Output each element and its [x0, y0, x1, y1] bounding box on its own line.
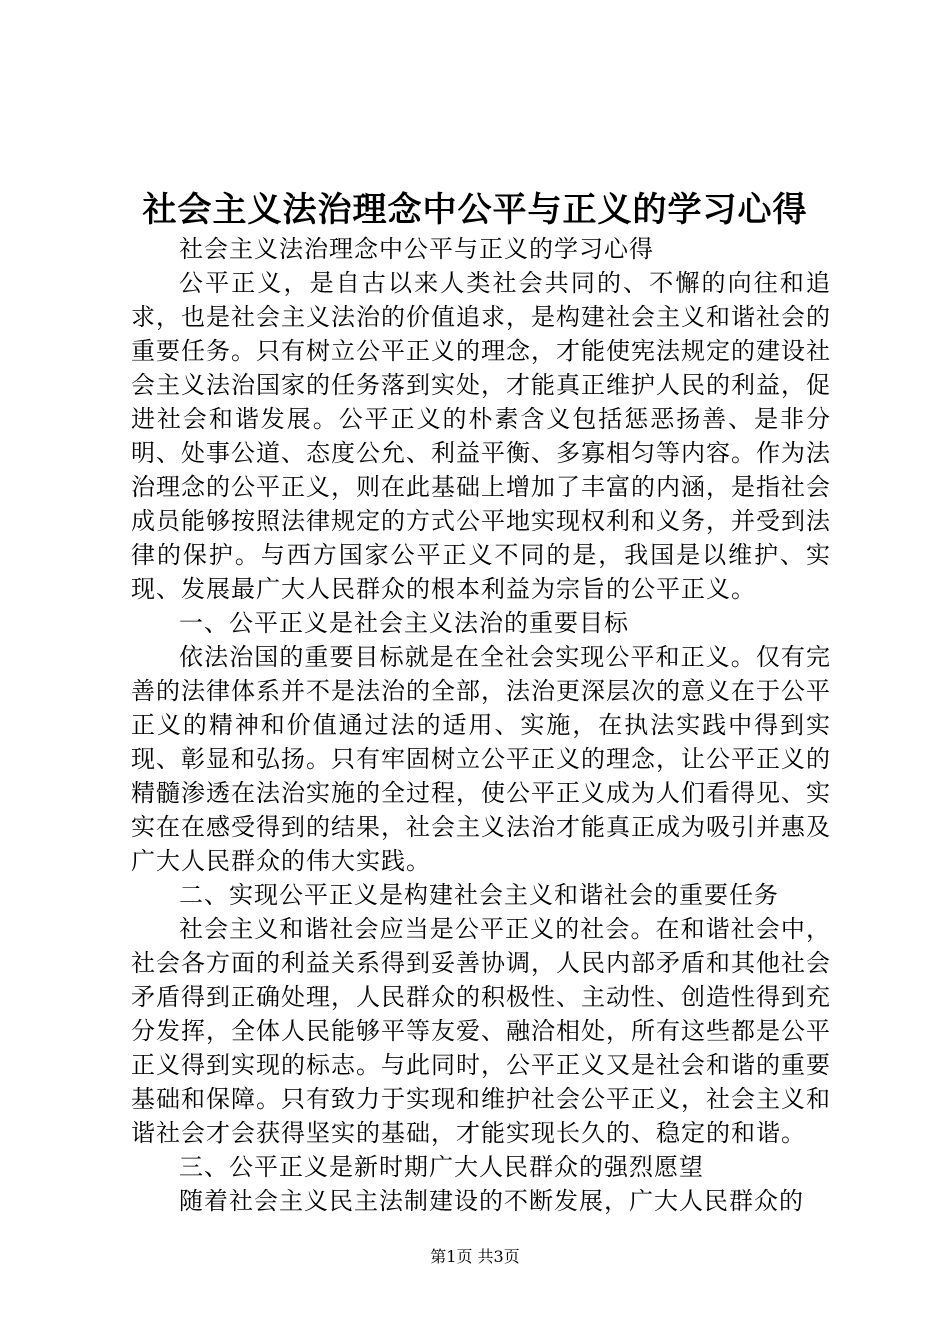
page-number-footer: 第1页 共3页: [430, 1247, 520, 1266]
section-heading-2: 二、实现公平正义是构建社会主义和谐社会的重要任务: [179, 881, 779, 909]
section-heading-3: 三、公平正义是新时期广大人民群众的强烈愿望: [179, 1153, 704, 1181]
document-title: 社会主义法治理念中公平与正义的学习心得: [142, 190, 808, 230]
subtitle-paragraph: 社会主义法治理念中公平与正义的学习心得: [179, 235, 654, 263]
section-2-paragraph: 社会主义和谐社会应当是公平正义的社会。在和谐社会中，社会各方面的利益关系得到妥善协调，人民内部矛盾和其他社会矛盾得到正确处理，人民群众的积极性、主动性、创造性得到充分发挥，全体人民能够平等友爱、融洽相处，所有这些都是公平正义得到实现的标志。与此同时，公平正义又是社会和谐的重要基础和保障。只有致力于实现和维护社会公平正义，社会主义和谐社会才会获得坚实的基础，才能实现长久的、稳定的和谐。: [131, 915, 831, 1147]
section-3-paragraph: 随着社会主义民主法制建设的不断发展，广大人民群众的: [179, 1187, 804, 1215]
intro-paragraph: 公平正义，是自古以来人类社会共同的、不懈的向往和追求，也是社会主义法治的价值追求，是构建社会主义和谐社会的重要任务。只有树立公平正义的理念，才能使宪法规定的建设社会主义法治国家的任务落到实处，才能真正维护人民的利益，促进社会和谐发展。公平正义的朴素含义包括惩恶扬善、是非分明、处事公道、态度公允、利益平衡、多寡相匀等内容。作为法治理念的公平正义，则在此基础上增加了丰富的内涵，是指社会成员能够按照法律规定的方式公平地实现权利和义务，并受到法律的保护。与西方国家公平正义不同的是，我国是以维护、实现、发展最广大人民群众的根本利益为宗旨的公平正义。: [131, 269, 831, 603]
section-heading-1: 一、公平正义是社会主义法治的重要目标: [179, 609, 629, 637]
document-body: [131, 232, 831, 1218]
section-1-paragraph: 依法治国的重要目标就是在全社会实现公平和正义。仅有完善的法律体系并不是法治的全部，法治更深层次的意义在于公平正义的精神和价值通过法的适用、实施，在执法实践中得到实现、彰显和弘扬。只有牢固树立公平正义的理念，让公平正义的精髓渗透在法治实施的全过程，使公平正义成为人们看得见、实实在在感受得到的结果，社会主义法治才能真正成为吸引并惠及广大人民群众的伟大实践。: [131, 643, 831, 875]
